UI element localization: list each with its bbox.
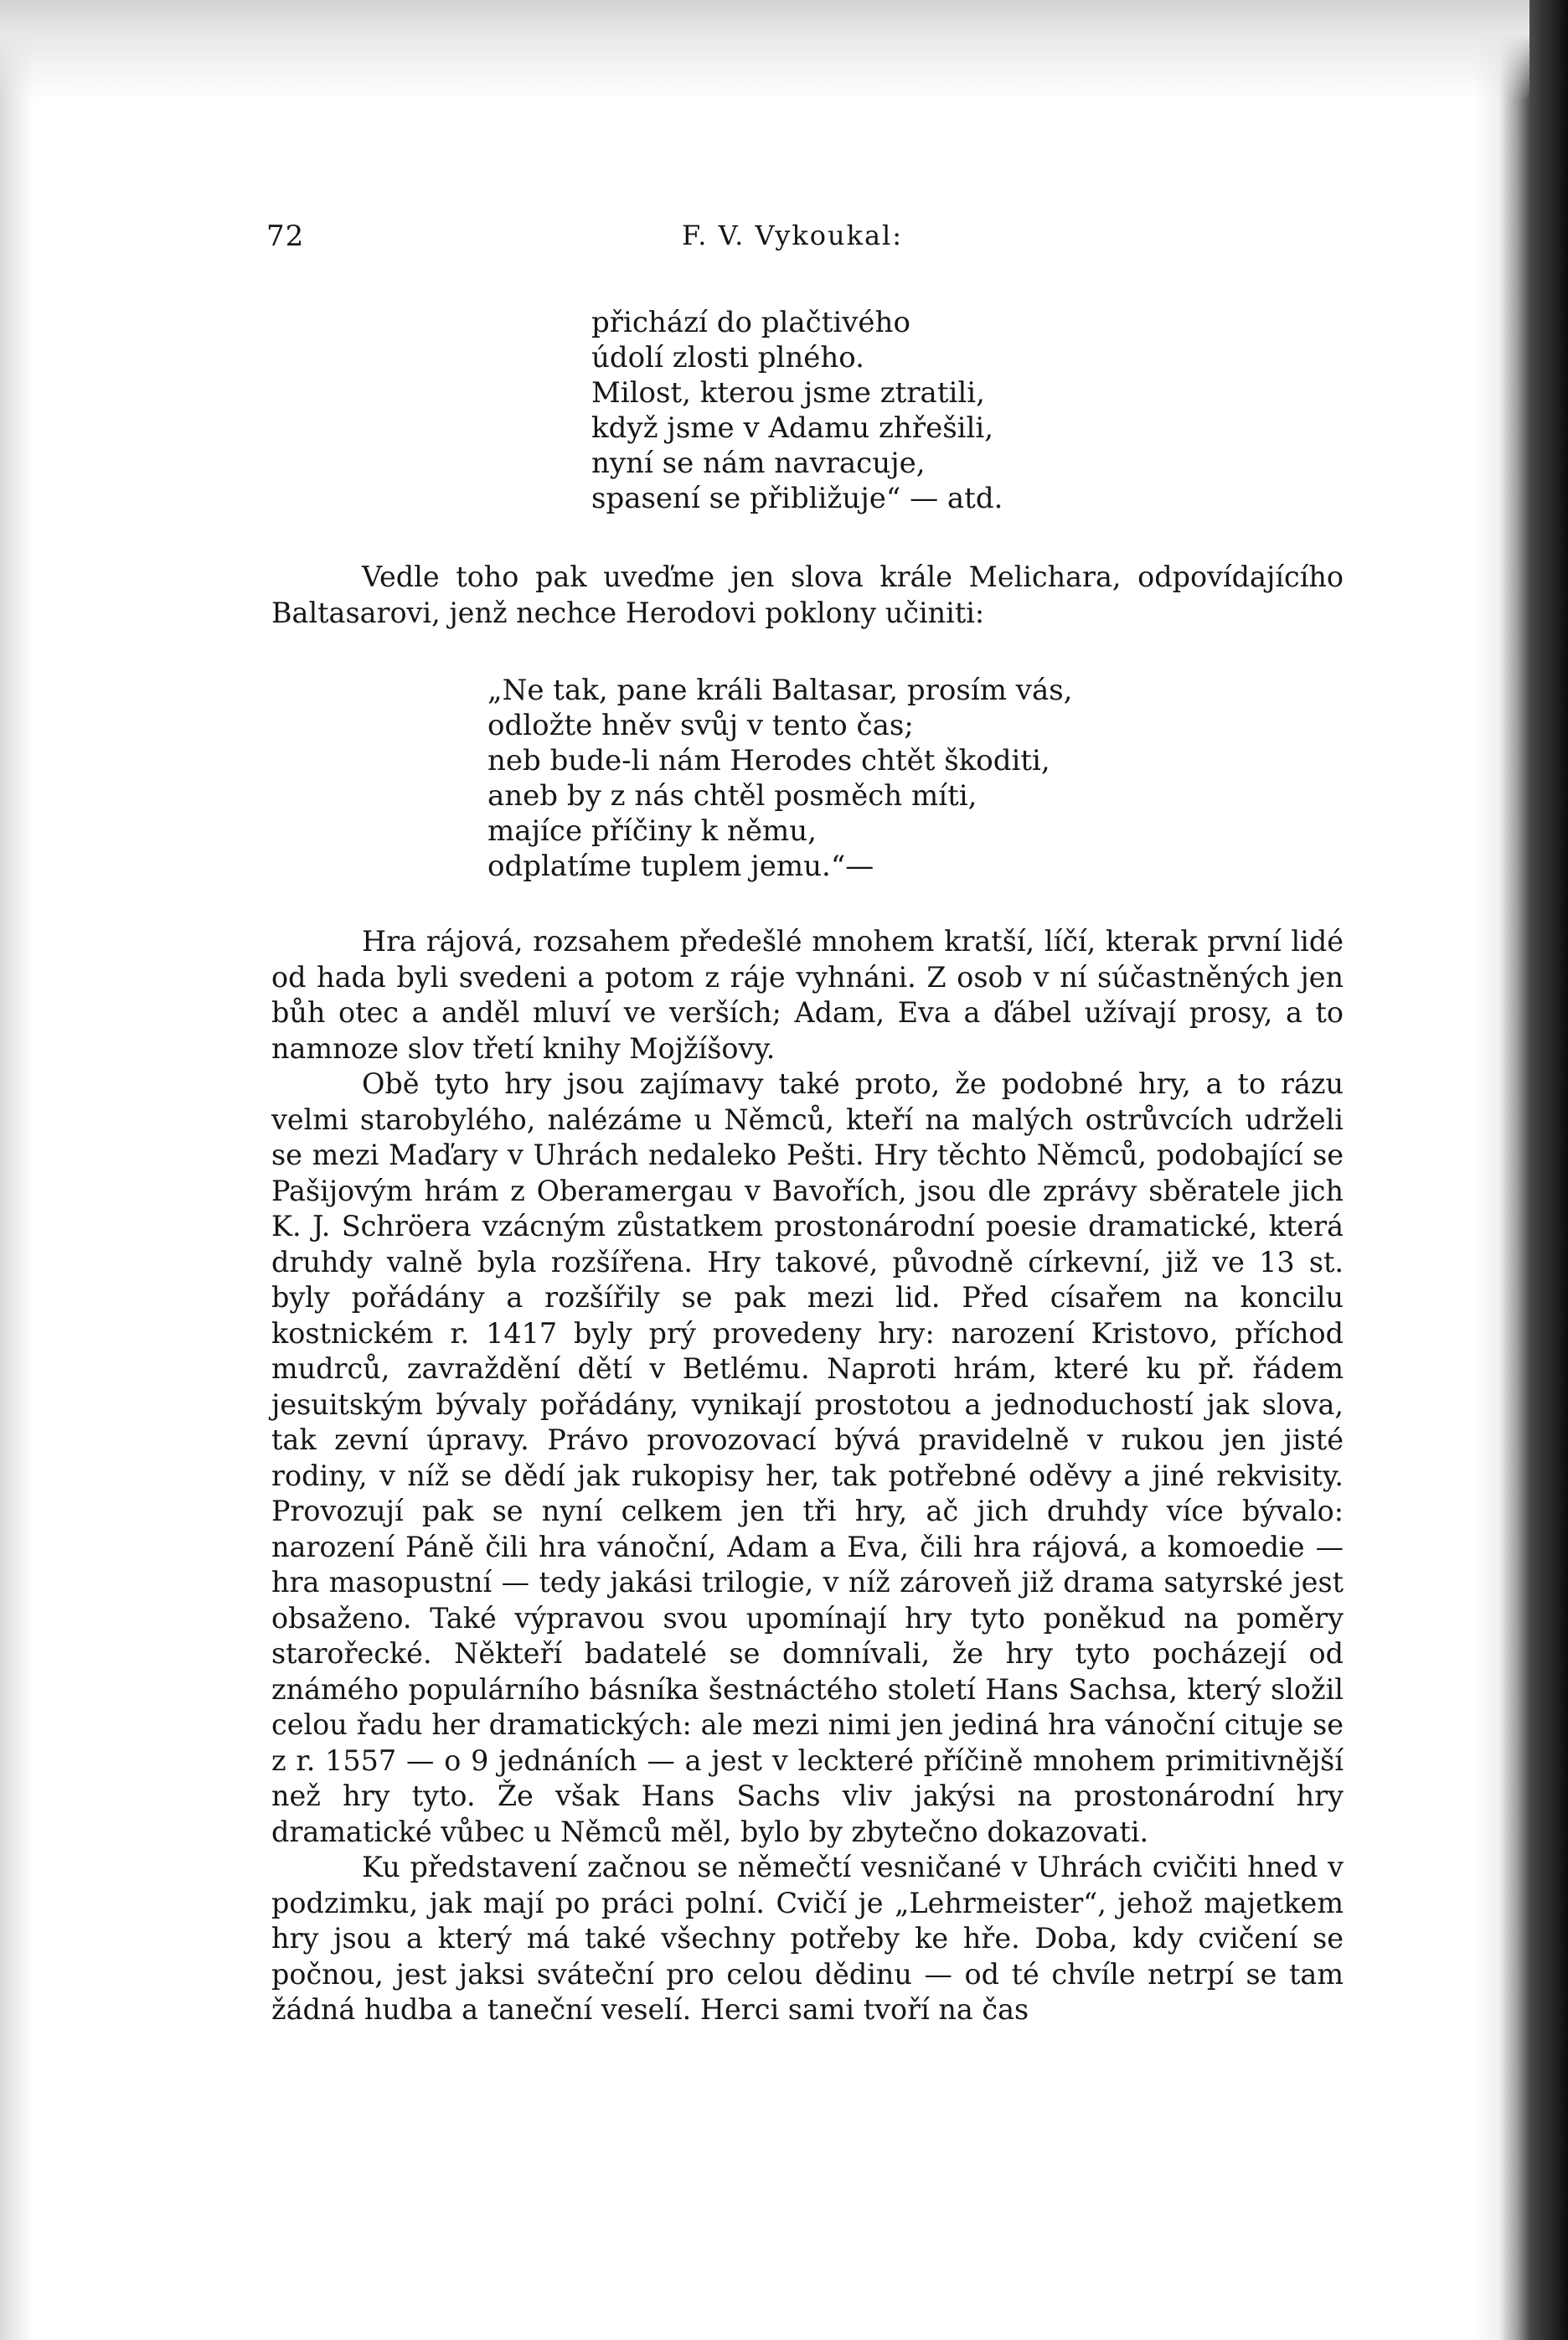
verse-line: majíce příčiny k němu, [487, 814, 817, 848]
body-paragraph: Obě tyto hry jsou zajímavy také proto, že podobné hry, a to rázu velmi starobylého, nalézáme u Němců, kteří na malých ostrůvcích udrželi se mezi Maďary v Uhrách nedaleko Pešti. Hry těchto Němců, podobající se Pašijovým hrám z Oberamergau v Bavořích, jsou dle zprávy sběratele jich K. J. Schröera vzácným zůstatkem prostonárodní poesie dramatické, která druhdy valně byla rozšířena. Hry takové, původně církevní, již ve 13 st. byly pořádány a rozšířily se pak mezi lid. Před císařem na koncilu kostnickém r. 1417 byly prý provedeny hry: narození Kristovo, příchod mudrců, zavraždění dětí v Betlému. Naproti hrám, které ku př. řádem jesuitským bývaly pořádány, vynikají prostotou a jednoduchostí jak slova, tak zevní úpravy. Právo provozovací bývá pravidelně v rukou jen jisté rodiny, v níž se dědí jak rukopisy her, tak potřebné oděvy a jiné rekvisity. Provozují pak se nyní celkem jen tři hry, ač jich druhdy více bývalo: narození Páně čili hra vánoční, Adam a Eva, čili hra rájová, a komoedie — hra masopustní — tedy jakási trilogie, v níž zároveň již drama satyrské jest obsaženo. Také výpravou svou upomínají hry tyto poněkud na poměry starořecké. Někteří badatelé se domnívali, že hry tyto pocházejí od známého populárního básníka šestnáctého století Hans Sachsa, který složil celou řadu her dramatických: ale mezi nimi jen jediná hra vánoční cituje se z r. 1557 — o 9 jednáních — a jest v leckteré příčině mnohem primitivnější než hry tyto. Že však Hans Sachs vliv jakýsi na prostonárodní hry dramatické vůbec u Němců měl, bylo by zbytečno dokazovati. [271, 1067, 1344, 1848]
running-title: F. V. Vykoukal: [682, 220, 904, 251]
page-number: 72 [266, 220, 305, 253]
body-paragraph: Hra rájová, rozsahem předešlé mnohem kratší, líčí, kterak první lidé od hada byli svedeni a potom z ráje vyhnáni. Z osob v ní súčastněných jen bůh otec a anděl mluví ve verších; Adam, Eva a ďábel užívají prosy, a to namnoze slov třetí knihy Mojžíšovy. [271, 925, 1344, 1065]
verse-line: „Ne tak, pane králi Baltasar, prosím vás, [487, 674, 1073, 707]
verse-line: nyní se nám navracuje, [591, 447, 926, 480]
verse-line: odplatíme tuplem jemu.“— [487, 850, 874, 883]
intro-text [271, 560, 1344, 631]
verse-line: Milost, kterou jsme ztratili, [591, 376, 985, 410]
verse-line: přichází do plačtivého [591, 306, 910, 339]
verse-line: spasení se přibližuje“ — atd. [591, 482, 1003, 515]
intro-paragraph: Vedle toho pak uveďme jen slova krále Melichara, odpovídajícího Baltasarovi, jenž nechce Herodovi poklony učiniti: [271, 560, 1344, 629]
verse-line: odložte hněv svůj v tento čas; [487, 709, 914, 742]
body-paragraph: Ku představení začnou se němečtí vesničané v Uhrách cvičiti hned v podzimku, jak mají po práci polní. Cvičí je „Lehrmeister“, jehož majetkem hry jsou a který má také všechny potřeby ke hře. Doba, kdy cvičení se počnou, jest jaksi sváteční pro celou dědinu — od té chvíle netrpí se tam žádná hudba a taneční veselí. Herci sami tvoří na čas [271, 1851, 1344, 2026]
verse-line: neb bude-li nám Herodes chtět škoditi, [487, 744, 1050, 777]
verse-line: když jsme v Adamu zhřešili, [591, 411, 994, 445]
verse-line: aneb by z nás chtěl posměch míti, [487, 779, 977, 813]
running-head [266, 220, 1347, 261]
scan-shadow-top [0, 0, 1568, 101]
scan-binding-edge [1529, 0, 1568, 2340]
verse-quotation-2 [487, 673, 1073, 884]
verse-quotation-1 [591, 305, 1003, 516]
verse-line: údolí zlosti plného. [591, 341, 864, 375]
body-text [271, 924, 1344, 2028]
